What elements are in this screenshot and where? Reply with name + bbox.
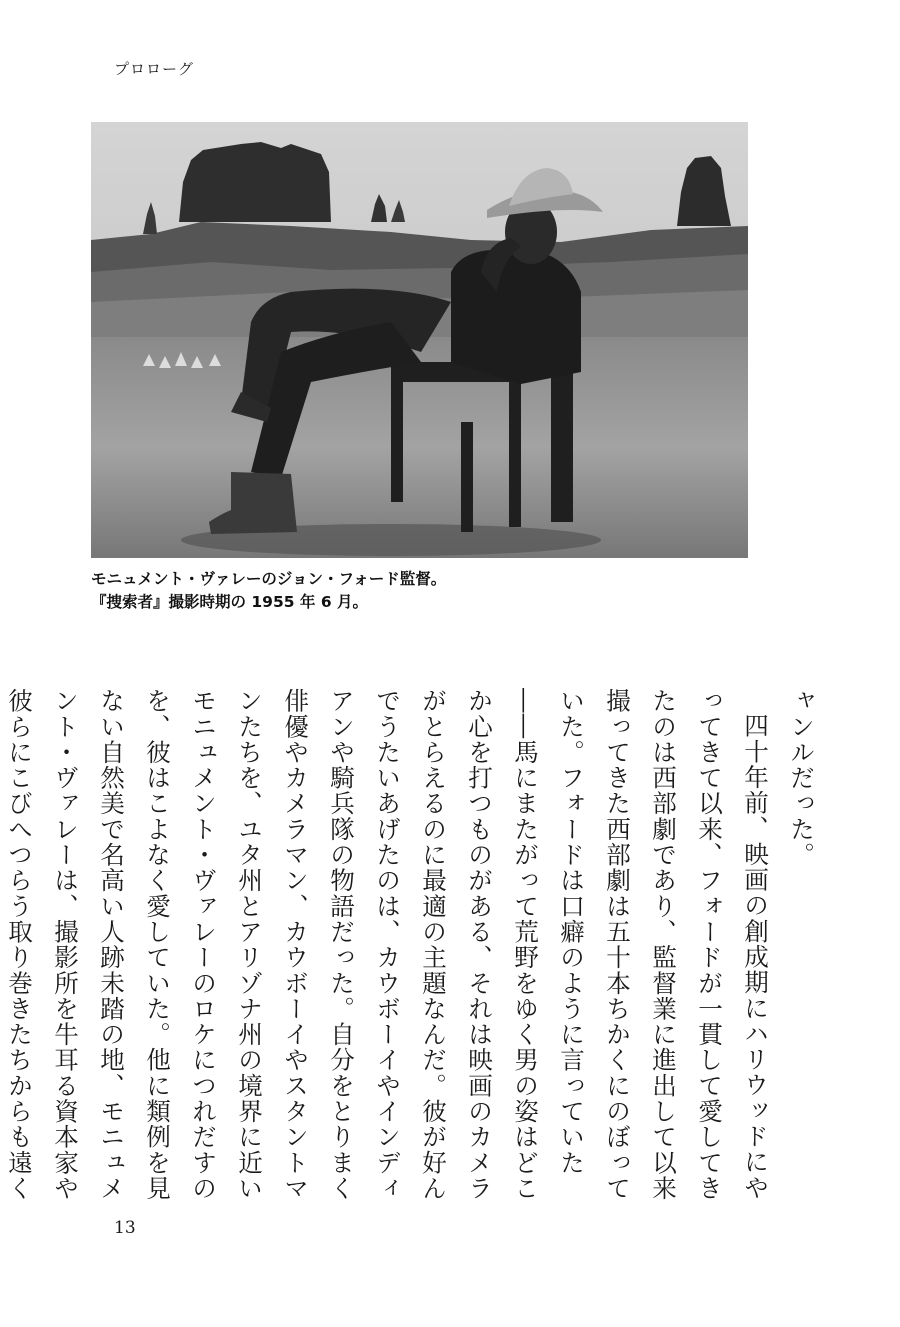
body-line: いた。フォードは口癖のように言っていた <box>557 688 586 1176</box>
body-line: ャンルだった。 <box>787 688 816 868</box>
photograph <box>91 122 748 558</box>
body-line: 四十年前、映画の創成期にハリウッドにや <box>741 712 770 1200</box>
body-line: 俳優やカメラマン、カウボーイやスタントマ <box>281 688 310 1201</box>
running-head: プロローグ <box>114 60 195 78</box>
body-line: ンたちを、ユタ州とアリゾナ州の境界に近い <box>235 688 264 1201</box>
body-line: 彼らにこびへつらう取り巻きたちからも遠く <box>5 688 34 1201</box>
body-text <box>5 688 824 1201</box>
desert-photo-illustration <box>91 122 748 558</box>
body-line: を、彼はこよなく愛していた。他に類例を見 <box>143 688 172 1201</box>
body-line: アンや騎兵隊の物語だった。自分をとりまく <box>327 688 356 1201</box>
caption-line-1: モニュメント・ヴァレーのジョン・フォード監督。 <box>91 570 447 588</box>
body-line: ってきて以来、フォードが一貫して愛してき <box>695 688 724 1201</box>
body-line: でうたいあげたのは、カウボーイやインディ <box>373 688 402 1201</box>
page-number: 13 <box>114 1218 136 1238</box>
body-line: ント・ヴァレーは、撮影所を牛耳る資本家や <box>51 688 80 1201</box>
caption-line-2: 『捜索者』撮影時期の 1955 年 6 月。 <box>91 593 369 611</box>
body-line: か心を打つものがある、それは映画のカメラ <box>465 688 494 1201</box>
body-line: ――馬にまたがって荒野をゆく男の姿はどこ <box>511 688 540 1201</box>
photo-caption <box>91 568 446 614</box>
body-line: 撮ってきた西部劇は五十本ちかくにのぼって <box>603 688 632 1201</box>
body-line: たのは西部劇であり、監督業に進出して以来 <box>649 688 678 1201</box>
body-line: がとらえるのに最適の主題なんだ。彼が好ん <box>419 688 448 1201</box>
body-line: ない自然美で名高い人跡未踏の地、モニュメ <box>97 688 126 1201</box>
body-line: モニュメント・ヴァレーのロケにつれだすの <box>189 688 218 1201</box>
